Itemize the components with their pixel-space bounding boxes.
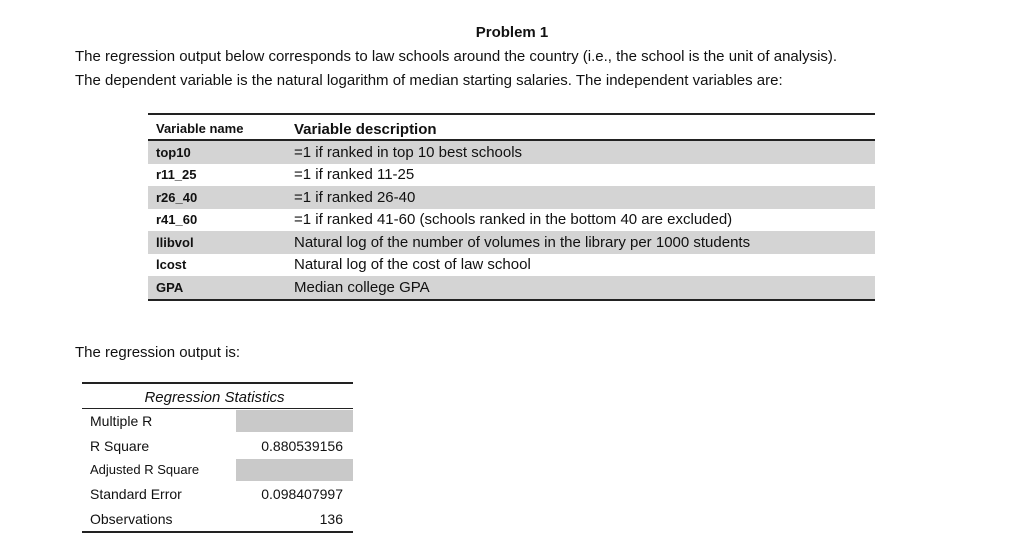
regression-statistics-header: Regression Statistics <box>82 384 353 409</box>
table-row <box>148 186 875 209</box>
variable-description: =1 if ranked 26-40 <box>294 188 416 206</box>
variable-name: lcost <box>156 257 187 273</box>
regression-output-label: The regression output is: <box>75 344 241 361</box>
variable-description: =1 if ranked 41-60 (schools ranked in the bottom 40 are excluded) <box>294 211 733 229</box>
stat-value-blank <box>236 410 353 432</box>
intro-line-2: The dependent variable is the natural logarithm of median starting salaries. The independent variables are: <box>75 72 783 89</box>
problem-title: Problem 1 <box>475 24 549 41</box>
stat-value: 0.098407997 <box>261 486 343 503</box>
variable-name: GPA <box>156 279 184 295</box>
header-variable-description: Variable description <box>294 121 437 138</box>
variable-description: Natural log of the cost of law school <box>294 256 531 274</box>
stat-label: R Square <box>90 437 150 454</box>
variable-description: Natural log of the number of volumes in the library per 1000 students <box>294 233 751 251</box>
stat-row-r-square <box>82 433 353 457</box>
table-row <box>148 254 875 277</box>
table-row <box>148 209 875 232</box>
stat-row-observations <box>82 507 353 531</box>
table-row <box>148 231 875 254</box>
stat-label: Multiple R <box>90 413 153 430</box>
stat-row-multiple-r <box>82 409 353 433</box>
stat-label: Observations <box>90 510 173 527</box>
table-row <box>148 276 875 299</box>
stat-row-standard-error <box>82 482 353 506</box>
variable-description: =1 if ranked 11-25 <box>294 166 415 184</box>
variables-table <box>148 113 875 301</box>
table-row <box>148 141 875 164</box>
stat-label: Adjusted R Square <box>90 462 200 478</box>
variable-name: r26_40 <box>156 189 198 205</box>
stat-row-adjusted-r-square <box>82 458 353 482</box>
table-row <box>148 164 875 187</box>
variable-description: =1 if ranked in top 10 best schools <box>294 143 523 161</box>
regression-statistics-table <box>82 382 353 533</box>
stat-value: 136 <box>319 510 343 527</box>
variables-table-header <box>148 115 875 141</box>
variable-name: r11_25 <box>156 167 197 183</box>
stat-label: Standard Error <box>90 486 182 503</box>
stat-value-blank <box>236 459 353 481</box>
variable-description: Median college GPA <box>294 278 430 296</box>
header-variable-name: Variable name <box>156 121 244 136</box>
stat-value: 0.880539156 <box>261 437 343 454</box>
variable-name: llibvol <box>156 234 194 250</box>
variable-name: top10 <box>156 144 191 160</box>
intro-line-1: The regression output below corresponds to law schools around the country (i.e., the school is the unit of analysis). <box>75 48 838 65</box>
variable-name: r41_60 <box>156 212 198 228</box>
